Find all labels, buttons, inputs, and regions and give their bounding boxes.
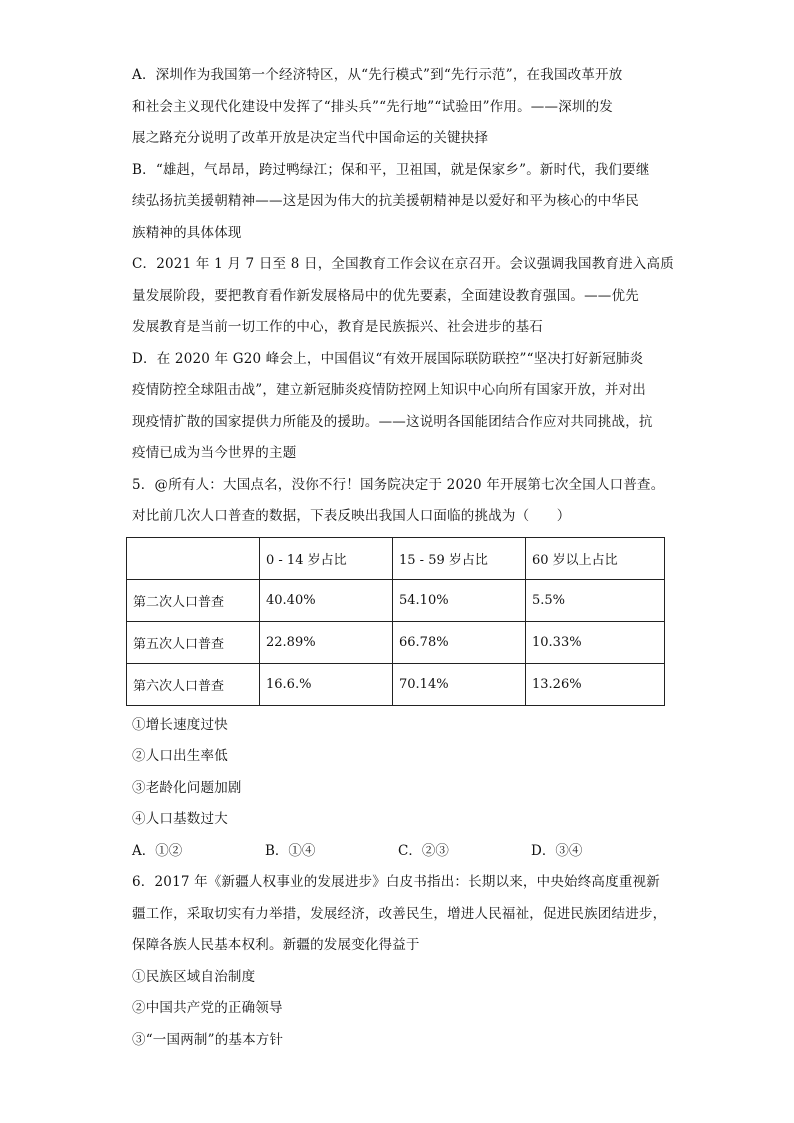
choice-a: A．①②	[132, 842, 183, 859]
question-5-stem: 5．@所有人：大国点名，没你不行！国务院决定于 2020 年开展第七次全国人口普查。	[132, 476, 665, 493]
statement-item: ①增长速度过快	[132, 716, 228, 733]
census-table	[126, 537, 665, 706]
text-line: 和社会主义现代化建设中发挥了“排头兵”“先行地”“试验田”作用。——深圳的发	[132, 98, 614, 115]
text-line: 疫情防控全球阻击战”，建立新冠肺炎疫情防控网上知识中心向所有国家开放，并对出	[132, 382, 647, 398]
table-cell: 10.33%	[526, 621, 665, 663]
table-header-cell: 60 岁以上占比	[526, 537, 665, 579]
statement-item: ①民族区域自治制度	[132, 968, 256, 985]
statement-item: ③“一国两制”的基本方针	[132, 1031, 284, 1048]
table-row	[127, 621, 665, 663]
statement-item: ②人口出生率低	[132, 748, 228, 764]
text-line: 量发展阶段，要把教育看作新发展格局中的优先要素，全面建设教育强国。——优先	[132, 287, 639, 304]
table-cell: 13.26%	[526, 663, 665, 705]
table-cell: 16.6.%	[260, 663, 393, 705]
table-cell: 第五次人口普查	[127, 621, 260, 663]
table-cell: 54.10%	[393, 579, 526, 621]
question-6-stem: 保障各族人民基本权利。新疆的发展变化得益于	[132, 937, 420, 953]
text-line: A．深圳作为我国第一个经济特区，从“先行模式”到“先行示范”，在我国改革开放	[132, 67, 623, 83]
text-line: 发展教育是当前一切工作的中心，教育是民族振兴、社会进步的基石	[132, 319, 543, 335]
option-b-paragraph	[132, 155, 664, 250]
text-line: 现疫情扩散的国家提供力所能及的援助。——这说明各国能团结合作应对共同挑战，抗	[132, 413, 653, 430]
table-row	[127, 663, 665, 705]
text-line: B．“雄赳，气昂昂，跨过鸭绿江；保和平，卫祖国，就是保家乡”。新时代，我们要继	[132, 161, 650, 178]
table-cell: 22.89%	[260, 621, 393, 663]
table-cell: 70.14%	[393, 663, 526, 705]
option-d-paragraph	[132, 344, 664, 470]
table-cell: 66.78%	[393, 621, 526, 663]
statement-item: ④人口基数过大	[132, 811, 228, 827]
table-cell: 第二次人口普查	[127, 579, 260, 621]
question-5	[132, 470, 664, 868]
table-cell: 5.5%	[526, 579, 665, 621]
choice-c: C．②③	[398, 842, 449, 859]
table-cell	[127, 537, 260, 579]
choice-b: B．①④	[265, 842, 316, 859]
question-6-stem: 疆工作，采取切实有力举措，发展经济，改善民生，增进人民福祉，促进民族团结进步，	[132, 905, 667, 922]
choice-d: D．③④	[531, 842, 583, 859]
table-row	[127, 579, 665, 621]
text-line: D．在 2020 年 G20 峰会上，中国倡议“有效开展国际联防联控”“坚决打好新冠肺炎	[132, 350, 644, 367]
statement-item: ③老龄化问题加剧	[132, 779, 242, 796]
table-header-cell: 15 - 59 岁占比	[393, 537, 526, 579]
table-header-cell: 0 - 14 岁占比	[260, 537, 393, 579]
text-line: 族精神的具体体现	[132, 224, 242, 241]
text-line: C．2021 年 1 月 7 日至 8 日，全国教育工作会议在京召开。会议强调我国教育进入高质	[132, 256, 674, 272]
text-line: 疫情已成为当今世界的主题	[132, 445, 297, 461]
question-6-stem: 6．2017 年《新疆人权事业的发展进步》白皮书指出：长期以来，中央始终高度重视新	[132, 874, 660, 890]
question-6	[132, 867, 667, 1056]
text-line: 展之路充分说明了改革开放是决定当代中国命运的关键抉择	[132, 130, 489, 146]
option-a-paragraph	[132, 60, 664, 155]
text-line: 续弘扬抗美援朝精神——这是因为伟大的抗美援朝精神是以爱好和平为核心的中华民	[132, 193, 639, 209]
table-cell: 40.40%	[260, 579, 393, 621]
option-c-paragraph	[132, 249, 674, 344]
statement-item: ②中国共产党的正确领导	[132, 1000, 283, 1016]
answer-choices	[132, 836, 664, 868]
question-5-stem: 对比前几次人口普查的数据，下表反映出我国人口面临的挑战为（ ）	[132, 508, 571, 524]
table-cell: 第六次人口普查	[127, 663, 260, 705]
table-header-row	[127, 537, 665, 579]
